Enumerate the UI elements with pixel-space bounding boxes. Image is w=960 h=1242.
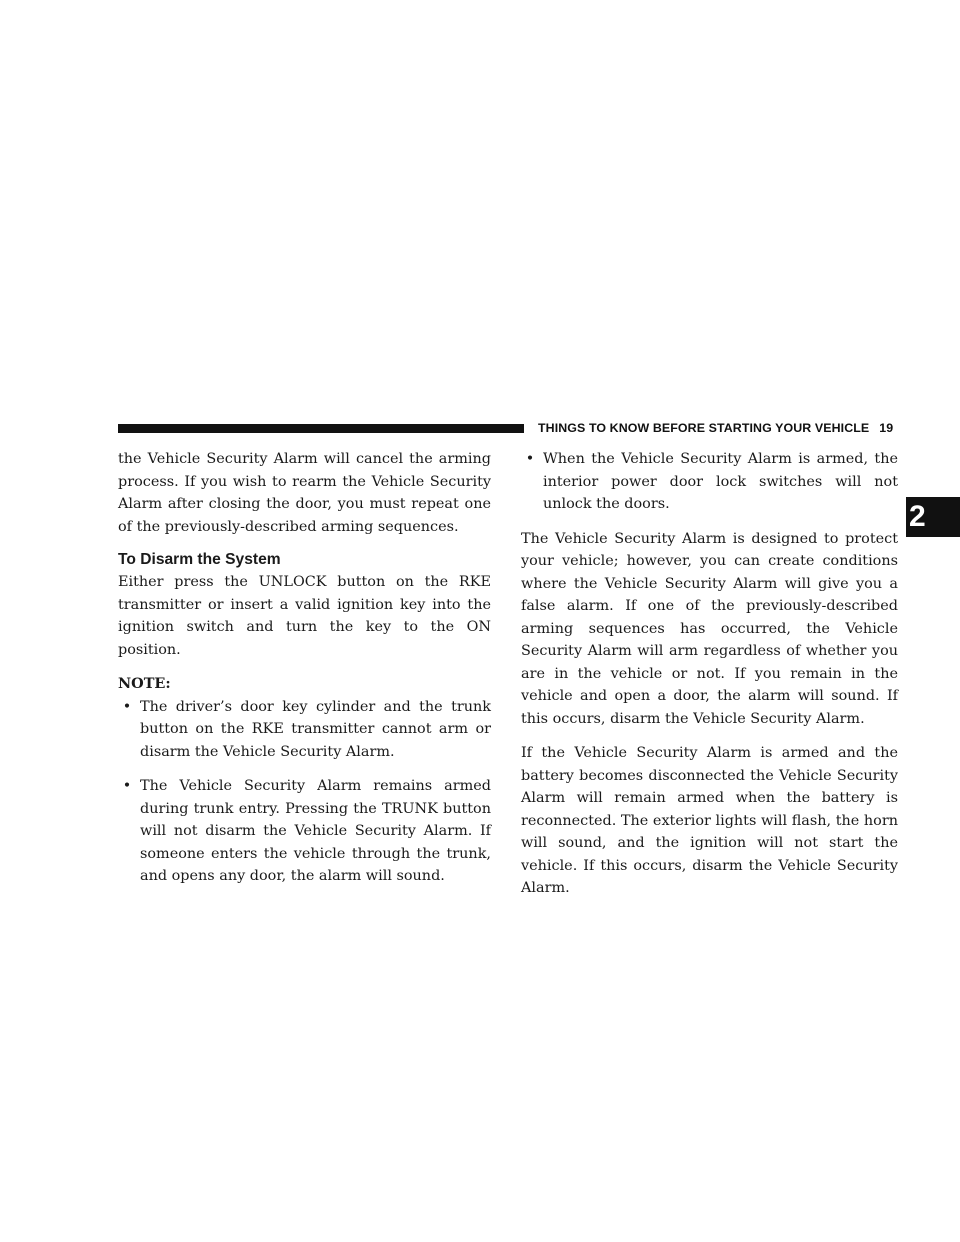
list-item [521, 448, 898, 516]
bullet-icon: • [525, 451, 535, 467]
list-item-text: The driver’s door key cylinder and the trunk button on the RKE transmitter cannot arm or disarm the Vehicle Security Alarm. [140, 698, 491, 760]
bullet-icon: • [122, 698, 132, 715]
section-heading: To Disarm the System [118, 551, 281, 568]
disarm-paragraph: Either press the UNLOCK button on the RKE transmitter or insert a valid ignition key into the ignition switch and turn the key to the ON position. [118, 574, 491, 658]
list-item-text: When the Vehicle Security Alarm is armed, the interior power door lock switches will not unlock the doors. [543, 451, 898, 512]
running-header [538, 421, 908, 435]
left-column [118, 448, 491, 900]
intro-paragraph: the Vehicle Security Alarm will cancel the arming process. If you wish to rearm the Vehicle Security Alarm after closing the door, you must repeat one of the previously-described arming sequences. [118, 451, 491, 535]
header-rule [118, 424, 524, 433]
chapter-tab: 2 [906, 497, 960, 537]
list-item [118, 696, 491, 764]
bullet-icon: • [122, 778, 132, 794]
section-title: THINGS TO KNOW BEFORE STARTING YOUR VEHICLE [538, 421, 870, 435]
page-number: 19 [879, 421, 894, 435]
right-column [521, 448, 898, 912]
list-item-text: The Vehicle Security Alarm remains armed during trunk entry. Pressing the TRUNK button will not disarm the Vehicle Security Alarm. If someone enters the vehicle through the trunk, and opens any door, the alarm will sound. [140, 778, 491, 884]
false-alarm-paragraph: The Vehicle Security Alarm is designed to protect your vehicle; however, you can create conditions where the Vehicle Security Alarm will give you a false alarm. If one of the previously-described arming sequences has occurred, the Vehicle Security Alarm will arm regardless of whether you are in the vehicle or not. If you remain in the vehicle and open a door, the alarm will sound. If this occurs, disarm the Vehicle Security Alarm. [521, 530, 898, 727]
battery-paragraph: If the Vehicle Security Alarm is armed and the battery becomes disconnected the Vehicle Security Alarm will remain armed when the battery is reconnected. The exterior lights will flash, the horn will sound, and the ignition will not start the vehicle. If this occurs, disarm the Vehicle Security Alarm. [521, 745, 898, 896]
note-label: NOTE: [118, 675, 171, 692]
list-item [118, 775, 491, 888]
